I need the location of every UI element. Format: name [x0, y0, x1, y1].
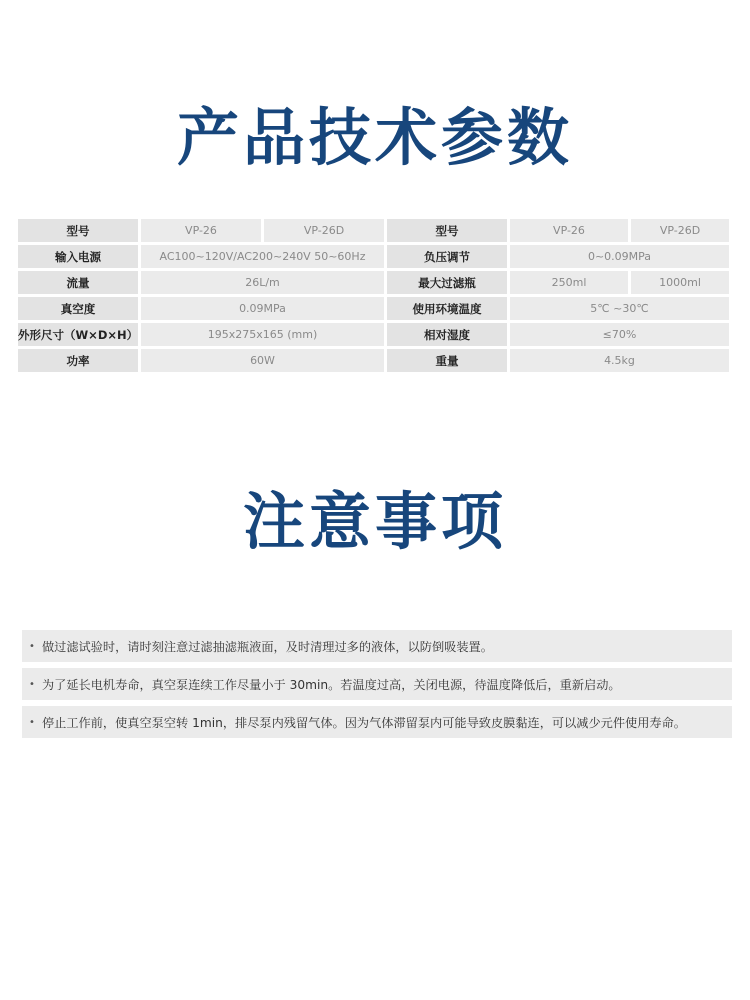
list-item [22, 630, 732, 662]
spec-value: 195x275x165 (mm) [141, 323, 384, 346]
spec-value: 0.09MPa [141, 297, 384, 320]
spec-value: AC100~120V/AC200~240V 50~60Hz [141, 245, 384, 268]
bullet-icon: • [29, 640, 35, 652]
spec-value: 5℃ ~30℃ [510, 297, 729, 320]
table-row [18, 245, 729, 268]
spec-label: 最大过滤瓶 [387, 271, 507, 294]
table-row [18, 323, 729, 346]
spec-value: 0~0.09MPa [510, 245, 729, 268]
spec-label: 功率 [18, 349, 138, 372]
spec-value: VP-26D [631, 219, 729, 242]
table-row [18, 349, 729, 372]
note-text: 为了延长电机寿命，真空泵连续工作尽量小于 30min。若温度过高，关闭电源，待温度降低后，重新启动。 [42, 677, 621, 692]
spec-value: 26L/m [141, 271, 384, 294]
list-item [22, 668, 732, 700]
spec-label: 外形尺寸（W×D×H） [18, 323, 138, 346]
bullet-icon: • [29, 678, 35, 690]
note-text: 停止工作前，使真空泵空转 1min，排尽泵内残留气体。因为气体滞留泵内可能导致皮膜黏连，可以减少元件使用寿命。 [42, 715, 686, 730]
notes-list [22, 630, 732, 744]
spec-label: 重量 [387, 349, 507, 372]
spec-label: 型号 [18, 219, 138, 242]
spec-label: 真空度 [18, 297, 138, 320]
spec-value: VP-26 [510, 219, 628, 242]
spec-value: 250ml [510, 271, 628, 294]
spec-label: 型号 [387, 219, 507, 242]
spec-label: 相对湿度 [387, 323, 507, 346]
spec-value: VP-26D [264, 219, 384, 242]
spec-value: ≤70% [510, 323, 729, 346]
spec-label: 负压调节 [387, 245, 507, 268]
spec-value: 1000ml [631, 271, 729, 294]
note-text: 做过滤试验时，请时刻注意过滤抽滤瓶液面，及时清理过多的液体，以防倒吸装置。 [42, 639, 493, 654]
spec-table [15, 216, 732, 375]
spec-value: VP-26 [141, 219, 261, 242]
table-row [18, 271, 729, 294]
spec-section-title: 产品技术参数 [176, 101, 573, 174]
spec-label: 使用环境温度 [387, 297, 507, 320]
spec-value: 60W [141, 349, 384, 372]
bullet-icon: • [29, 716, 35, 728]
table-row [18, 219, 729, 242]
spec-label: 流量 [18, 271, 138, 294]
notes-section-title: 注意事项 [242, 485, 507, 558]
spec-value: 4.5kg [510, 349, 729, 372]
spec-label: 输入电源 [18, 245, 138, 268]
list-item [22, 706, 732, 738]
table-row [18, 297, 729, 320]
